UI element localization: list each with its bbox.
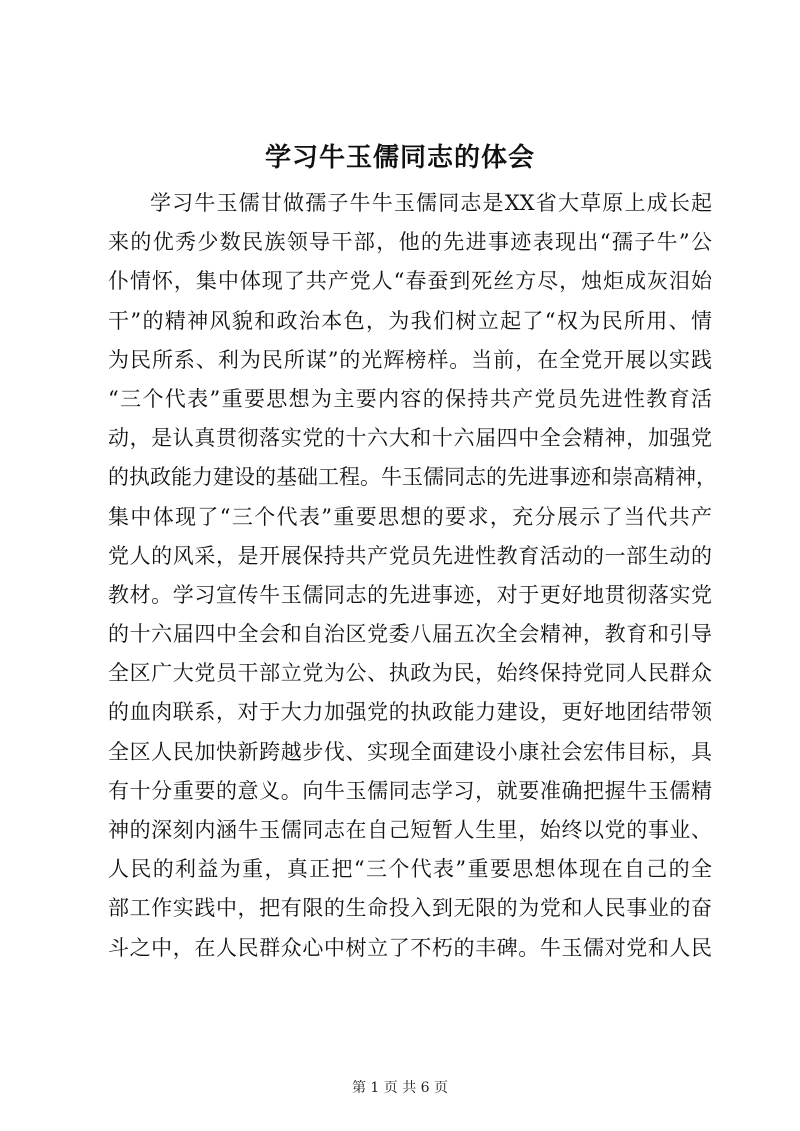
body-line: 斗之中，在人民群众心中树立了不朽的丰碑。牛玉儒对党和人民 xyxy=(108,935,712,960)
page-number-footer: 第 1 页 共 6 页 xyxy=(351,1080,449,1096)
body-line: 学习牛玉儒甘做孺子牛牛玉儒同志是XX省大草原上成长起 xyxy=(150,191,712,215)
body-line: 神的深刻内涵牛玉儒同志在自己短暂人生里，始终以党的事业、 xyxy=(108,818,712,842)
body-line: “三个代表”重要思想为主要内容的保持共产党员先进性教育活 xyxy=(108,386,712,411)
body-line: 的十六届四中全会和自治区党委八届五次全会精神，教育和引导 xyxy=(108,622,712,647)
document-body xyxy=(108,184,717,968)
body-line: 部工作实践中，把有限的生命投入到无限的为党和人民事业的奋 xyxy=(108,896,712,921)
body-line: 动，是认真贯彻落实党的十六大和十六届四中全会精神，加强党 xyxy=(108,426,712,451)
body-line: 人民的利益为重，真正把“三个代表”重要思想体现在自己的全 xyxy=(108,857,712,882)
body-line: 仆情怀，集中体现了共产党人“春蚕到死丝方尽，烛炬成灰泪始 xyxy=(108,269,712,294)
body-line: 集中体现了“三个代表”重要思想的要求，充分展示了当代共产 xyxy=(108,504,712,529)
body-line: 为民所系、利为民所谋”的光辉榜样。当前，在全党开展以实践 xyxy=(108,347,712,372)
body-line: 干”的精神风貌和政治本色，为我们树立起了“权为民所用、情 xyxy=(108,308,712,333)
body-line: 全区广大党员干部立党为公、执政为民，始终保持党同人民群众 xyxy=(108,661,712,686)
body-line: 党人的风采，是开展保持共产党员先进性教育活动的一部生动的 xyxy=(108,543,712,568)
document-title: 学习牛玉儒同志的体会 xyxy=(264,143,535,173)
body-line: 的执政能力建设的基础工程。牛玉儒同志的先进事迹和崇高精神， xyxy=(108,465,717,490)
body-line: 的血肉联系，对于大力加强党的执政能力建设，更好地团结带领 xyxy=(108,700,712,725)
body-line: 教材。学习宣传牛玉儒同志的先进事迹，对于更好地贯彻落实党 xyxy=(108,582,712,607)
body-line: 有十分重要的意义。向牛玉儒同志学习，就要准确把握牛玉儒精 xyxy=(108,778,712,803)
body-line: 来的优秀少数民族领导干部，他的先进事迹表现出“孺子牛”公 xyxy=(108,230,712,255)
body-line: 全区人民加快新跨越步伐、实现全面建设小康社会宏伟目标，具 xyxy=(108,739,712,764)
